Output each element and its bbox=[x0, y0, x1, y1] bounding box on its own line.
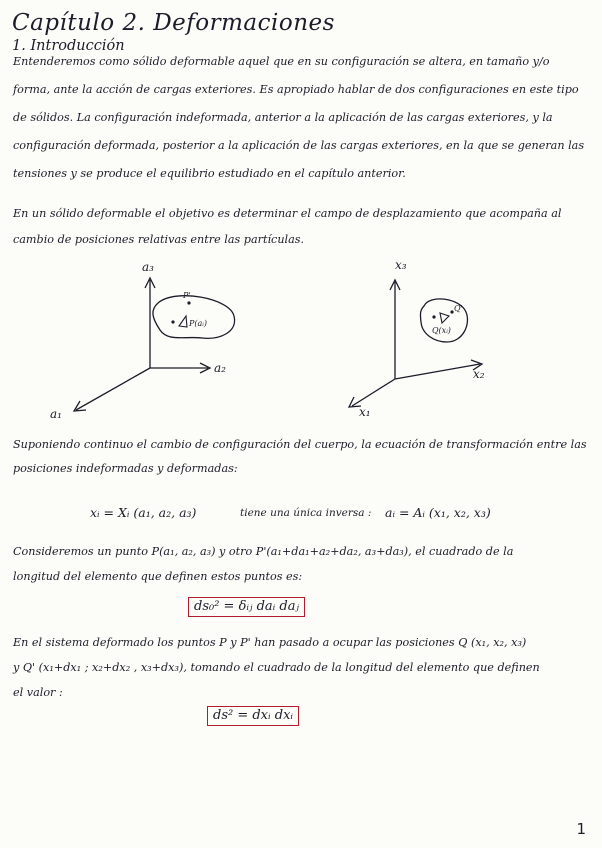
label-q-prime: Q' bbox=[454, 304, 463, 313]
equation-inverse: aᵢ = Aᵢ (x₁, x₂, x₃) bbox=[385, 505, 491, 520]
page-number: 1 bbox=[576, 820, 586, 838]
axis-a1-line bbox=[76, 368, 150, 410]
label-x3: x₃ bbox=[395, 258, 407, 272]
label-a1: a₁ bbox=[50, 407, 62, 421]
para2-line2: cambio de posiciones relativas entre las partículas. bbox=[13, 233, 305, 246]
para5-line2: y Q' (x₁+dx₁ ; x₂+dx₂ , x₃+dx₃), tomando el cuadrado de la longitud del elemento que definen bbox=[13, 661, 540, 674]
particle-triangle bbox=[179, 316, 187, 327]
para3-line1: Suponiendo continuo el cambio de configuración del cuerpo, la ecuación de transformación entre las bbox=[13, 438, 587, 451]
para4-line2: longitud del elemento que definen estos puntos es: bbox=[13, 570, 303, 583]
point-p-prime bbox=[187, 301, 190, 304]
deformed-particle-triangle bbox=[440, 313, 449, 323]
boxed-equation-deformed: ds² = dxᵢ dxᵢ bbox=[207, 706, 299, 726]
axis-x1-line bbox=[352, 379, 395, 406]
boxed-equation-undeformed: ds₀² = δᵢⱼ daᵢ daⱼ bbox=[188, 597, 305, 617]
para1-line5: tensiones y se produce el equilibrio estudiado en el capítulo anterior. bbox=[13, 167, 406, 180]
label-x1: x₁ bbox=[359, 405, 371, 419]
para5-line1: En el sistema deformado los puntos P y P' han pasado a ocupar las posiciones Q (x₁, x₂, x₃) bbox=[13, 636, 527, 649]
label-a2: a₂ bbox=[214, 361, 226, 375]
para3-line2: posiciones indeformadas y deformadas: bbox=[13, 462, 238, 475]
point-p bbox=[171, 320, 174, 323]
page-title: Capítulo 2. Deformaciones bbox=[12, 10, 335, 36]
point-q bbox=[432, 315, 435, 318]
label-p: P(aᵢ) bbox=[189, 319, 208, 328]
equation-note: tiene una única inversa : bbox=[240, 507, 372, 519]
para1-line4: configuración deformada, posterior a la aplicación de las cargas exteriores, en la que se generan las bbox=[13, 139, 585, 152]
equation-forward: xᵢ = Xᵢ (a₁, a₂, a₃) bbox=[90, 505, 197, 520]
para2-line1: En un sólido deformable el objetivo es determinar el campo de desplazamiento que acompaña al bbox=[13, 207, 562, 220]
para1-line3: de sólidos. La configuración indeformada, anterior a la aplicación de las cargas exteriores, y la bbox=[13, 111, 553, 124]
para4-line1: Consideremos un punto P(a₁, a₂, a₃) y otro P'(a₁+da₁+a₂+da₂, a₃+da₃), el cuadrado de la bbox=[13, 545, 514, 558]
label-p-prime: P' bbox=[183, 291, 191, 300]
label-a3: a₃ bbox=[142, 260, 154, 274]
label-q: Q(xᵢ) bbox=[432, 326, 451, 335]
section-heading: 1. Introducción bbox=[12, 38, 125, 54]
para5-line3: el valor : bbox=[13, 686, 63, 699]
para1-line2: forma, ante la acción de cargas exteriores. Es apropiado hablar de dos configuraciones en este tipo bbox=[13, 83, 579, 96]
para1-line1: Entenderemos como sólido deformable aquel que en su configuración se altera, en tamaño y/o bbox=[13, 55, 550, 68]
axis-x2-line bbox=[395, 364, 480, 379]
figure-undeformed bbox=[40, 258, 270, 428]
undeformed-body bbox=[153, 296, 235, 339]
label-x2: x₂ bbox=[473, 367, 485, 381]
figure-deformed bbox=[330, 254, 530, 424]
